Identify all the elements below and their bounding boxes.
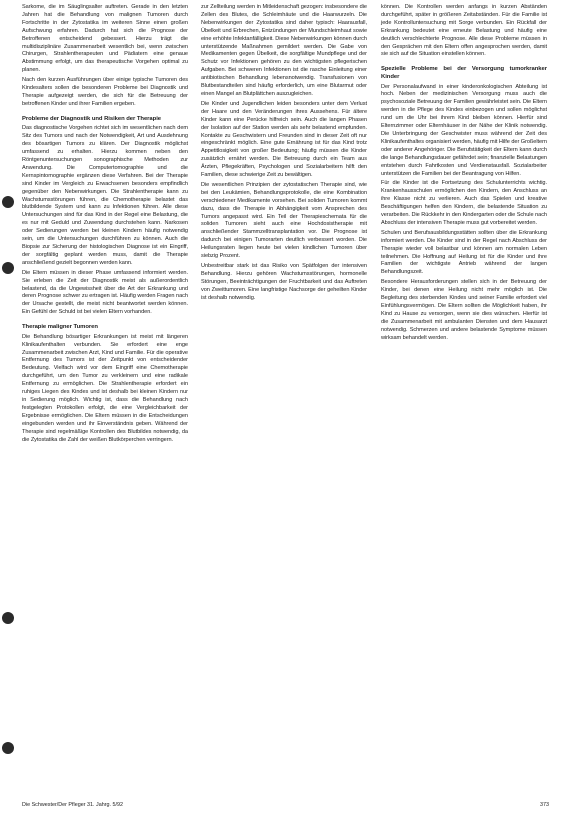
paragraph: können. Die Kontrollen werden anfangs in kurzen Abständen durchgeführt, später in größeren Zeitabständen. Für die Familie ist jede Kontrolluntersuchung mit Sorge verbunden. Ein Rückfall der Erkrankung bedeutet eine erneute Belastung und häufig eine deutlich verschlechterte Prognose. Alle diese Probleme müssen in den Gesprächen mit den Eltern offen angesprochen werden, damit sie sich auf die Situation einstellen können. [381, 4, 547, 58]
binder-hole [2, 262, 14, 274]
page-number: 373 [540, 802, 549, 808]
binder-hole [2, 742, 14, 754]
paragraph: Die Behandlung bösartiger Erkrankungen ist meist mit längeren Klinikaufenthalten verbunden. Sie erfordert eine enge Zusammenarbeit zwischen Arzt, Kind und Familie. Für die operative Entfernung des Tumors ist der Zeitpunkt von entscheidender Bedeutung. Vielfach wird vor dem Eingriff eine Chemotherapie durchgeführt, um den Tumor zu verkleinern und eine radikale Entfernung zu ermöglichen. Die Strahlentherapie erfordert ein ruhiges Liegen des Kindes und ist deshalb bei kleinen Kindern nur in Sedierung möglich. Wichtig ist, dass die Behandlung nach festgelegten Protokollen erfolgt, die eine Vergleichbarkeit der Ergebnisse ermöglichen. Die Eltern müssen in die Entscheidungen eingebunden werden und ihr Einverständnis geben. Während der Therapie sind regelmäßige Kontrollen des Blutbildes notwendig, da die Zytostatika die Zahl der weißen Blutkörperchen verringern. [22, 333, 188, 443]
paragraph: Schulen und Berufsausbildungsstätten sollten über die Erkrankung informiert werden. Die Kinder sind in der Regel nach Abschluss der Therapie wieder voll belastbar und können am normalen Leben teilnehmen. Die Hoffnung auf Heilung ist für die Kinder und ihre Familien der wichtigste Antrieb während der langen Behandlungszeit. [381, 229, 547, 276]
paragraph: Nach den kurzen Ausführungen über einige typische Tumoren des Kindesalters sollen die besonderen Probleme bei Diagnostik und Therapie aufgezeigt werden, die sich für die Betreuung der betroffenen Kinder und ihrer Familien ergeben. [22, 77, 188, 107]
paragraph: Die Eltern müssen in dieser Phase umfassend informiert werden. Sie erleben die Zeit der Diagnostik meist als außerordentlich belastend, da die Ungewissheit über die Art der Erkrankung und deren Prognose schwer zu ertragen ist. Häufig werden Fragen nach der Ursache gestellt, die meist nicht beantwortet werden können. Ein Gefühl der Schuld ist bei vielen Eltern vorhanden. [22, 269, 188, 316]
binder-hole [2, 612, 14, 624]
paragraph: Unbestreitbar stark ist das Risiko von Spätfolgen der intensiven Behandlung. Hierzu gehören Wachstumsstörungen, hormonelle Störungen, Beeinträchtigungen der Fruchtbarkeit und das Auftreten von Zweittumoren. Eine langfristige Nachsorge der geheilten Kinder ist deshalb notwendig. [201, 263, 367, 301]
paragraph: Das diagnostische Vorgehen richtet sich im wesentlichen nach dem Sitz des Tumors und nach der Notwendigkeit, Art und Ausdehnung des bösartigen Tumors zu klären. Der Diagnostik möglichst umfassend zu erhalten. Hierzu kommen neben den Röntgenuntersuchungen sonographische Methoden zur Anwendung. Die Computertomographie und die Kernspintomographie ergänzen diese Verfahren. Bei der Therapie sind Kinder im Vergleich zu Erwachsenen besonders empfindlich gegenüber den Nebenwirkungen. Die Strahlentherapie kann zu Wachstumsstörungen führen, die Chemotherapie belastet das blutbildende System und kann zu Infektionen führen. Alle diese Untersuchungen sind für das Kind in der Regel eine Belastung, die es nur mit Geduld und Zuwendung durchstehen kann. Narkosen oder Sedierungen werden bei kleinen Kindern häufig notwendig sein, um die Untersuchungen durchführen zu können. Auch die Biopsie zur Sicherung der histologischen Diagnose ist ein Eingriff, der sorgfältig geplant werden muss, damit die Therapie anschließend gezielt begonnen werden kann. [22, 125, 188, 266]
paragraph: zur Zellteilung werden in Mitleidenschaft gezogen: insbesondere die Zellen des Blutes, die Schleimhäute und die Haarwurzeln. Die Nebenwirkungen der Zytostatika sind daher typisch: Haarausfall, Übelkeit und Erbrechen, Entzündungen der Mundschleimhaut sowie eine erhöhte Infektanfälligkeit. Diese Nebenwirkungen können durch unterstützende Maßnahmen gemildert werden. Die Gabe von Medikamenten gegen Übelkeit, die sorgfältige Mundpflege und der Schutz vor Infektionen gehören zu den wichtigsten pflegerischen Aufgaben. Bei schweren Infektionen ist die rasche Einleitung einer antibiotischen Behandlung lebensnotwendig. Transfusionen von Blutbestandteilen sind häufig erforderlich, um eine Blutarmut oder einen Mangel an Blutplättchen auszugleichen. [201, 4, 367, 97]
paragraph: Die Kinder und Jugendlichen leiden besonders unter dem Verlust der Haare und den Veränderungen ihres Aussehens. Für ältere Kinder kann eine Perücke hilfreich sein. Auch die langen Phasen der Isolation auf der Station werden als sehr belastend empfunden. Kontakte zu Geschwistern und Freunden sind in dieser Zeit oft nur eingeschränkt möglich. Eine gute Ernährung ist für das Kind trotz Appetitlosigkeit von großer Bedeutung; häufig müssen die Kinder zusätzlich ernährt werden. Die Betreuung durch ein Team aus Ärzten, Pflegekräften, Psychologen und Sozialarbeitern hilft den Familien, diese schwierige Zeit zu bewältigen. [201, 100, 367, 179]
text-column-middle [201, 4, 367, 305]
paragraph: Der Personalaufwand in einer kinderonkologischen Abteilung ist hoch. Neben der medizinischen Versorgung muss auch die psychosoziale Betreuung der Familien gewährleistet sein. Die Eltern werden in die Pflege des Kindes einbezogen und sollen möglichst rund um die Uhr bei ihrem Kind bleiben können. Hierfür sind Elternzimmer oder Elternhäuser in der Nähe der Klinik notwendig. Die Unterbringung der Geschwister muss während der Zeit des Klinikaufenthaltes organisiert werden, häufig mit Hilfe der Großeltern oder anderer Angehöriger. Die Berufstätigkeit der Eltern kann durch die lange Behandlungsdauer gefährdet sein; finanzielle Belastungen entstehen durch Fahrtkosten und Verdienstausfall. Sozialarbeiter unterstützen die Familien bei der Beantragung von Hilfen. [381, 83, 547, 177]
text-column-left [22, 4, 188, 446]
paragraph: Für die Kinder ist die Fortsetzung des Schulunterrichts wichtig. Krankenhausschulen ermöglichen den Kindern, den Anschluss an ihre Klasse nicht zu verlieren. Auch das Spielen und kreative Beschäftigungen helfen den Kindern, die belastende Situation zu verarbeiten. Die Rückkehr in den Kindergarten oder die Schule nach Abschluss der intensiven Therapie muss gut vorbereitet werden. [381, 180, 547, 226]
section-heading: Therapie maligner Tumoren [22, 324, 98, 331]
journal-footer: Die Schwester/Der Pfleger 31. Jahrg. 5/92 [22, 802, 123, 808]
paragraph: Die wesentlichen Prinzipien der zytostatischen Therapie sind, wie bei den Leukämien, Behandlungsprotokolle, die eine Kombination verschiedener Medikamente vorsehen. Bei soliden Tumoren kommt dazu, dass die Therapie in Abhängigkeit vom Ansprechen des Tumors angepasst wird. Ein Teil der Therapieschemata für die soliden Tumoren sieht auch eine Hochdosistherapie mit anschließender Stammzelltransplantation vor. Die Prognose ist dadurch bei einigen Tumorarten deutlich verbessert worden. Die Heilungsraten liegen heute bei vielen kindlichen Tumoren über siebzig Prozent. [201, 181, 367, 260]
section-heading: Probleme der Diagnostik und Risiken der Therapie [22, 115, 162, 122]
paragraph: Sarkome, die im Säuglingsalter auftreten. Gerade in den letzten Jahren hat die Behandlung von malignen Tumoren durch Fortschritte in der Zytostatika im weiteren Sinne einen großen Aufschwung erfahren. Dadurch hat sich die Prognose der Betroffenen entscheidend gebessert. Hierzu trägt die multidisziplinäre Zusammenarbeit wesentlich bei, wenn zwischen Chirurgen, Strahlentherapeuten und Pädiatern eine genaue Abstimmung erfolgt, um das therapeutische Vorgehen optimal zu planen. [22, 4, 188, 74]
text-column-right [381, 4, 547, 345]
section-heading: Spezielle Probleme bei der Versorgung tumorkranker Kinder [381, 66, 547, 80]
binder-hole [2, 196, 14, 208]
paragraph: Besondere Herausforderungen stellen sich in der Betreuung der Kinder, bei denen eine Heilung nicht mehr möglich ist. Die Begleitung des sterbenden Kindes und seiner Familie erfordert viel Einfühlungsvermögen. Die Eltern sollten die Möglichkeit haben, ihr Kind zu Hause zu versorgen, wenn sie dies wünschen. Hierfür ist die Zusammenarbeit mit ambulanten Diensten und dem Hausarzt notwendig. Schmerzen und andere belastende Symptome müssen wirksam behandelt werden. [381, 279, 547, 341]
